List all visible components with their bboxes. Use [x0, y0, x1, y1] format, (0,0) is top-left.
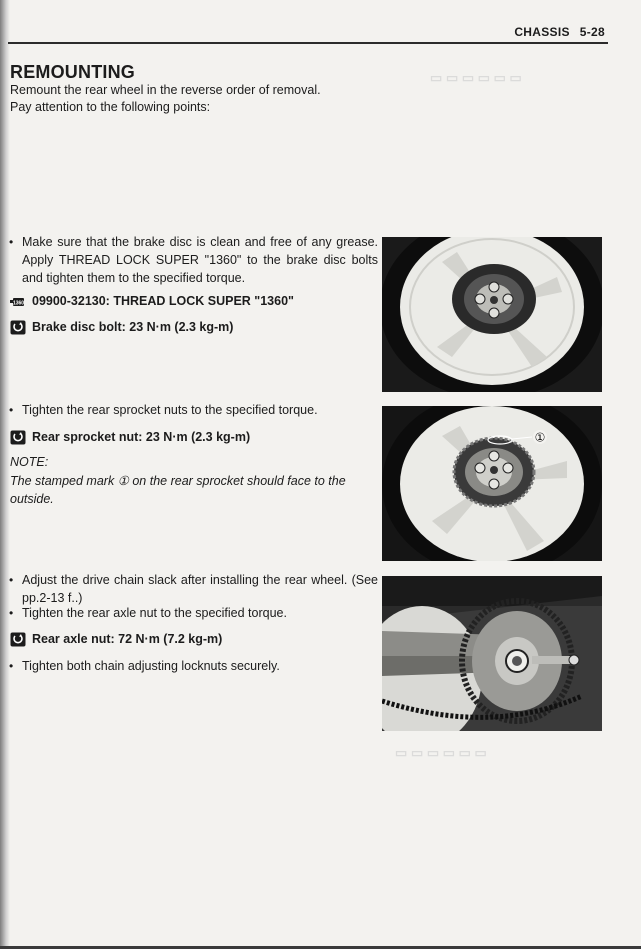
- thread-lock-icon: [10, 294, 26, 309]
- step-sprocket-nuts: • Tighten the rear sprocket nuts to the specified torque.: [8, 401, 378, 419]
- axle-torque-spec: [10, 630, 222, 648]
- page-number: 5-28: [579, 25, 605, 39]
- show-through-text: ▭ ▭ ▭ ▭ ▭ ▭: [395, 745, 487, 760]
- axle-torque: Rear axle nut: 72 N·m (7.2 kg-m): [32, 632, 223, 646]
- brake-disc-torque: Brake disc bolt: 23 N·m (2.3 kg-m): [32, 320, 234, 334]
- intro-line: Remount the rear wheel in the reverse order of removal.: [10, 83, 321, 97]
- sprocket-torque-spec: [10, 428, 250, 446]
- step-chain-locknuts: • Tighten both chain adjusting locknuts securely.: [8, 657, 378, 675]
- torque-wrench-icon: [10, 430, 26, 445]
- photo-rear-axle: [382, 576, 602, 731]
- page-title: REMOUNTING: [10, 62, 135, 82]
- note-text: The stamped mark ① on the rear sprocket should face to the outside.: [10, 474, 346, 506]
- svg-text:1360: 1360: [12, 300, 25, 306]
- step-brake-disc: • Make sure that the brake disc is clean and free of any grease. Apply THREAD LOCK SUPER "1360" to the brake disc bolts and tighten them to the specified torque.: [8, 233, 378, 287]
- page-header: [514, 25, 605, 39]
- photo-rear-sprocket: [382, 406, 602, 561]
- figure-callout: ①: [534, 430, 546, 445]
- step-chain-slack: • Adjust the drive chain slack after installing the rear wheel. (See pp.2-13 f..): [8, 571, 378, 607]
- thread-lock-part-number: 09900-32130: THREAD LOCK SUPER "1360": [32, 294, 294, 308]
- torque-wrench-icon: [10, 632, 26, 647]
- sprocket-torque: Rear sprocket nut: 23 N·m (2.3 kg-m): [32, 430, 251, 444]
- note-label: NOTE:: [10, 455, 49, 469]
- thread-lock-spec: [10, 292, 294, 310]
- brake-disc-torque-spec: [10, 318, 233, 336]
- intro-line: Pay attention to the following points:: [10, 100, 211, 114]
- header-rule: [8, 42, 608, 44]
- step-axle-nut: • Tighten the rear axle nut to the specified torque.: [8, 604, 378, 622]
- page-spine-shadow: [0, 0, 10, 949]
- section-title: CHASSIS: [514, 25, 570, 39]
- torque-wrench-icon: [10, 320, 26, 335]
- show-through-text: ▭ ▭ ▭ ▭ ▭ ▭: [430, 70, 522, 85]
- photo-brake-disc: [382, 237, 602, 392]
